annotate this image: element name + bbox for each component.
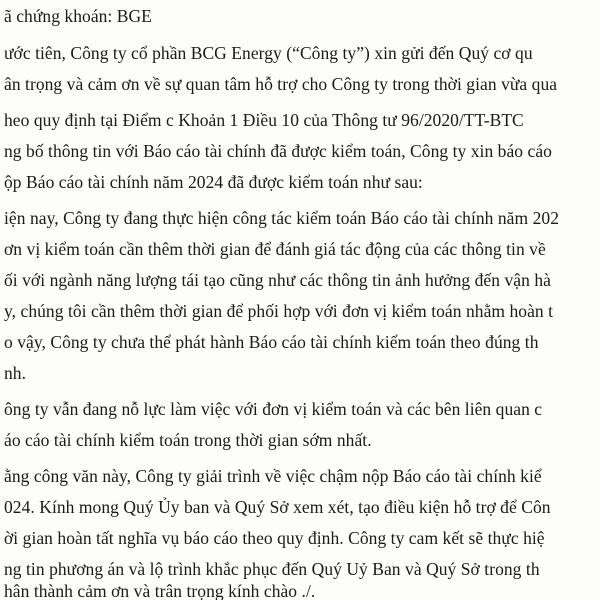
closing-line: hân thành cảm ơn và trân trọng kính chào ./. <box>4 581 316 600</box>
body-line: 024. Kính mong Quý Ủy ban và Quý Sở xem xét, tạo điều kiện hỗ trợ để Côn <box>4 497 551 517</box>
body-line: ông ty vẫn đang nỗ lực làm việc với đơn vị kiểm toán và các bên liên quan c <box>4 399 543 419</box>
body-line: ng tin phương án và lộ trình khắc phục đến Quý Uỷ Ban và Quý Sở trong th <box>4 559 540 579</box>
body-line: y, chúng tôi cần thêm thời gian để phối hợp với đơn vị kiểm toán nhằm hoàn t <box>4 301 554 321</box>
body-line: iện nay, Công ty đang thực hiện công tác kiểm toán Báo cáo tài chính năm 202 <box>4 208 559 228</box>
body-line: ân trọng và cảm ơn về sự quan tâm hỗ trợ cho Công ty trong thời gian vừa qua <box>4 74 558 94</box>
body-line: heo quy định tại Điểm c Khoản 1 Điều 10 của Thông tư 96/2020/TT-BTC <box>4 110 524 130</box>
body-line: o vậy, Công ty chưa thể phát hành Báo cáo tài chính kiểm toán theo đúng th <box>4 332 539 352</box>
body-line: ối với ngành năng lượng tái tạo cũng như các thông tin ảnh hưởng đến vận hà <box>4 270 551 290</box>
body-line: nh. <box>4 363 27 383</box>
body-line: ơn vị kiểm toán cần thêm thời gian để đánh giá tác động của các thông tin về <box>4 239 546 259</box>
body-line: ời gian hoàn tất nghĩa vụ báo cáo theo quy định. Công ty cam kết sẽ thực hiệ <box>4 528 545 548</box>
body-line: áo cáo tài chính kiểm toán trong thời gian sớm nhất. <box>4 430 372 450</box>
body-line: ằng công văn này, Công ty giải trình về việc chậm nộp Báo cáo tài chính kiể <box>4 466 542 486</box>
body-line: ng bố thông tin với Báo cáo tài chính đã được kiểm toán, Công ty xin báo cáo <box>4 141 552 161</box>
stock-code-line: ã chứng khoán: BGE <box>4 6 152 26</box>
body-line: ước tiên, Công ty cổ phần BCG Energy (“Công ty”) xin gửi đến Quý cơ qu <box>4 43 533 63</box>
body-line: ộp Báo cáo tài chính năm 2024 đã được kiểm toán như sau: <box>4 172 423 192</box>
